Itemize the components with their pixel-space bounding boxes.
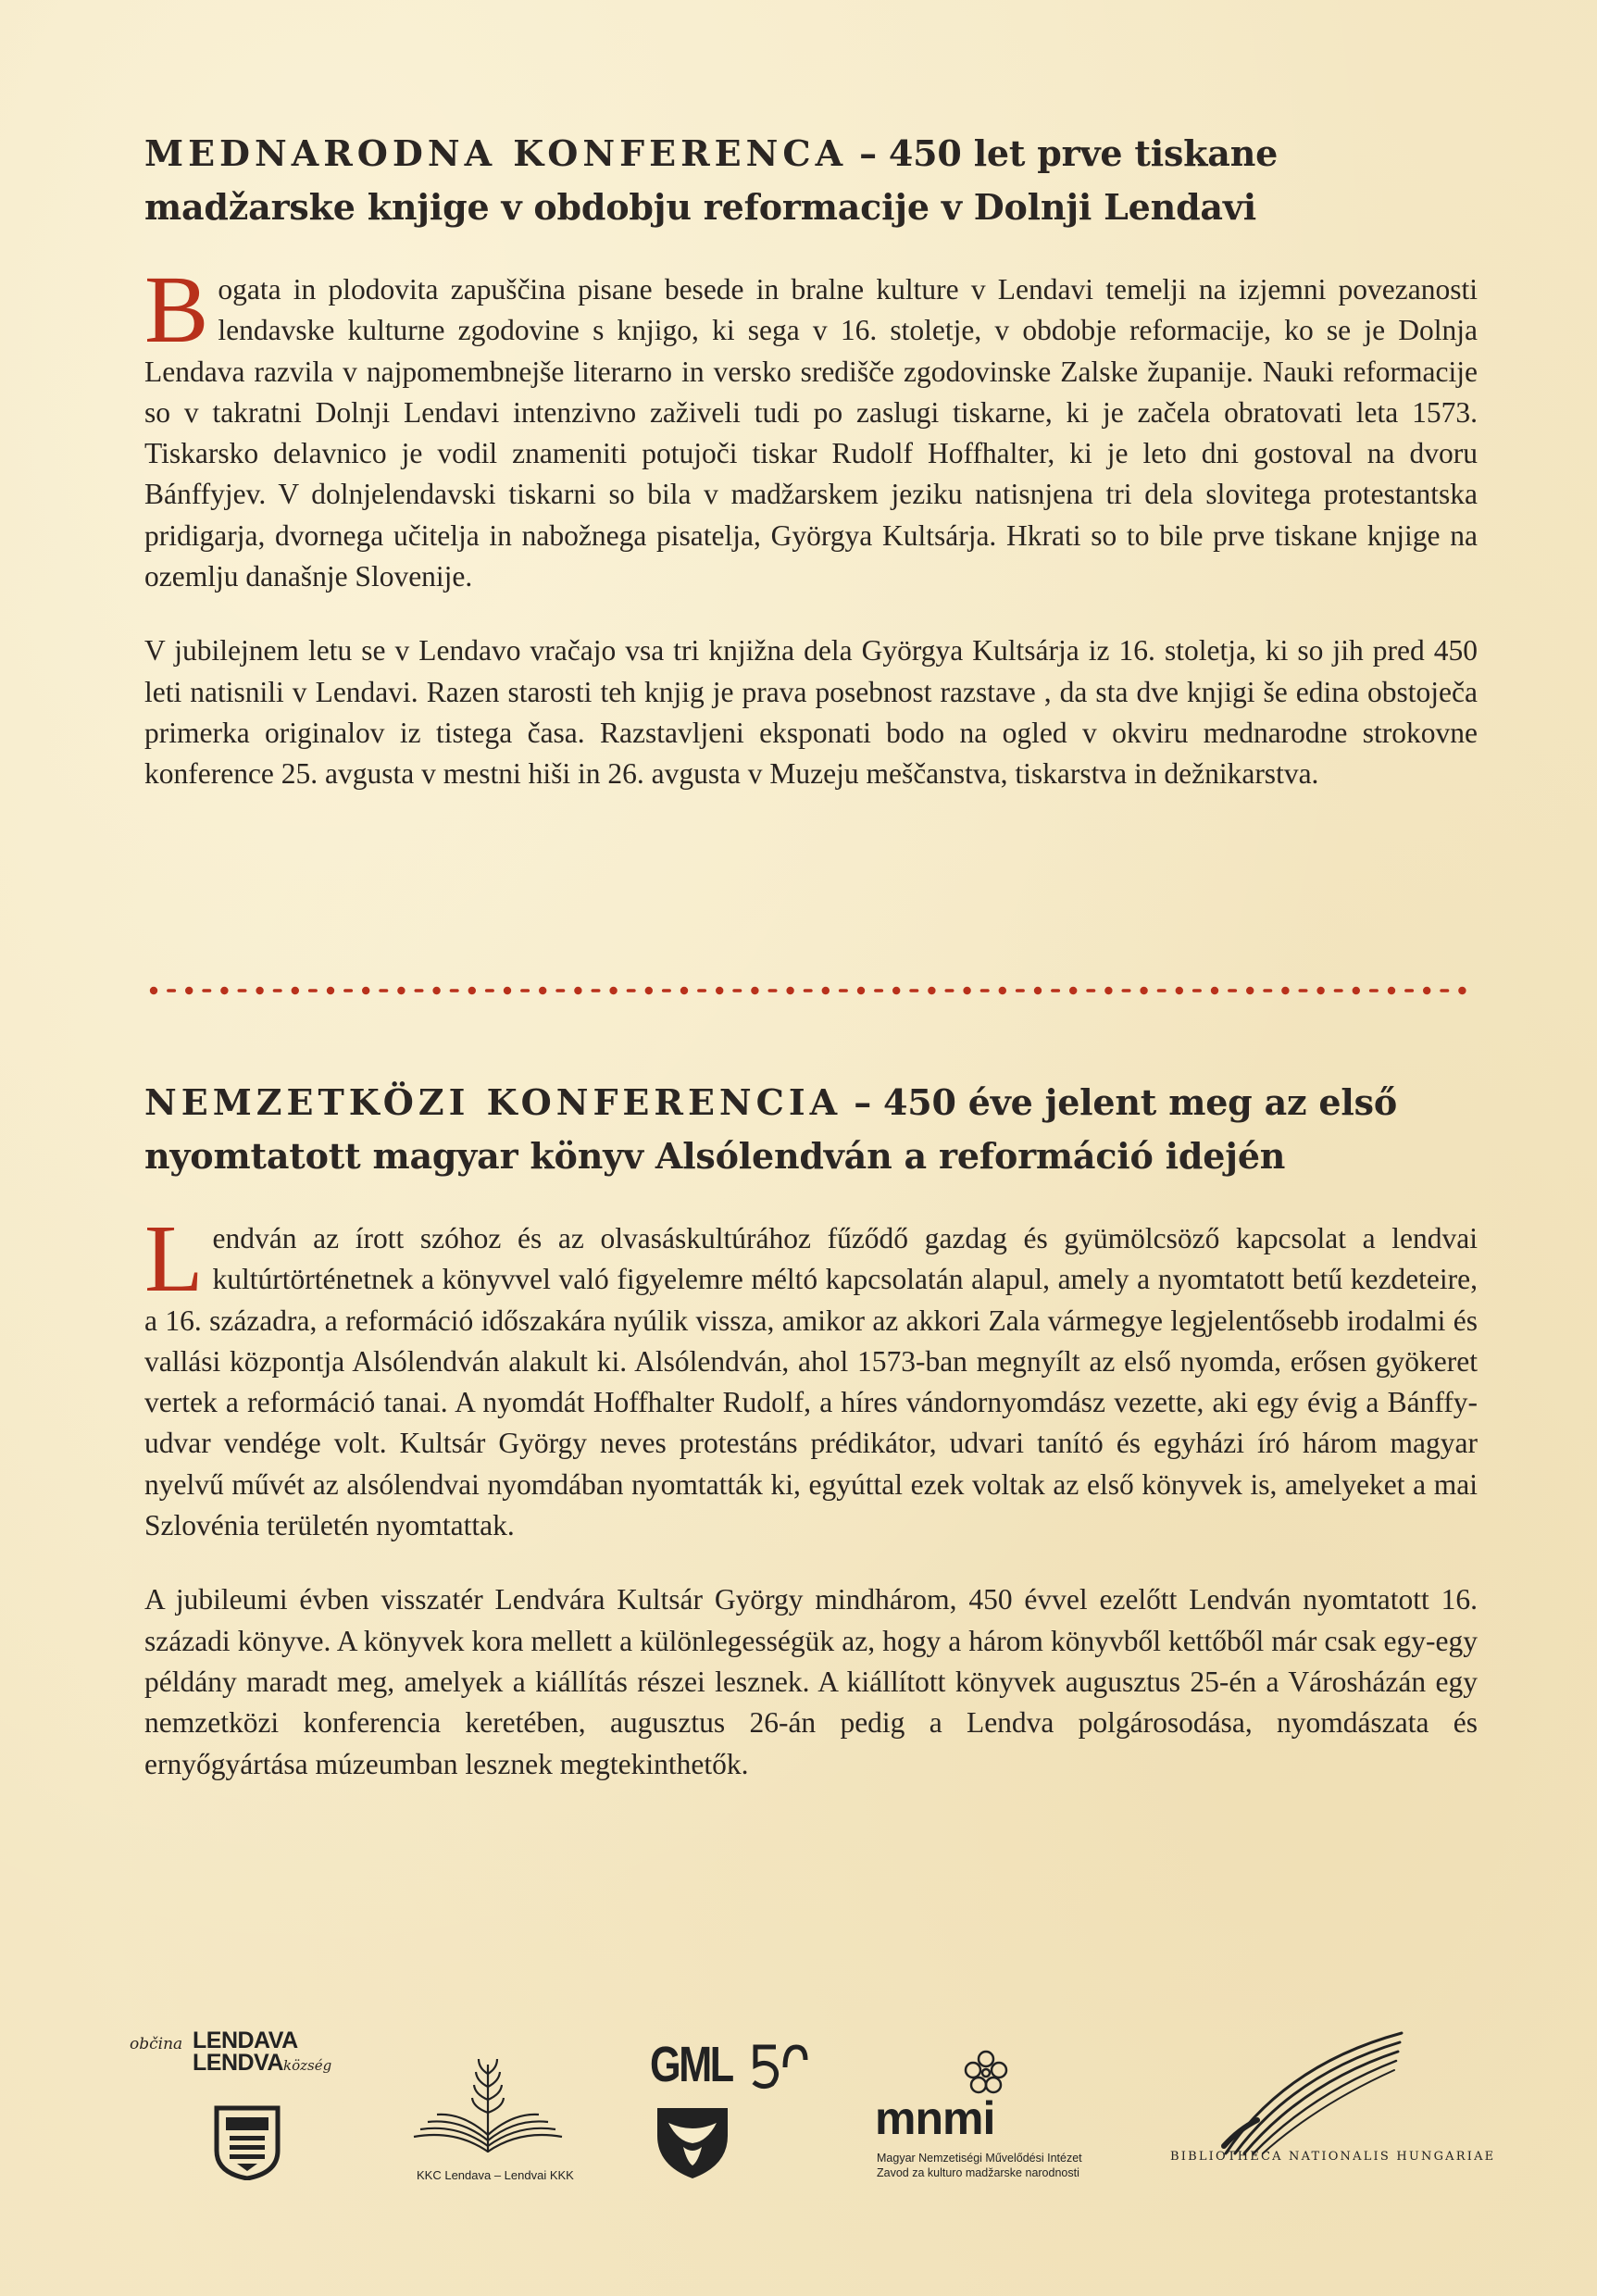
divider-dot (892, 987, 900, 994)
divider-dot (857, 987, 865, 994)
eagle-shield-icon (655, 2104, 730, 2180)
divider-dot (1388, 987, 1395, 994)
lendava-suffix: község (283, 2057, 332, 2074)
divider-dash (450, 989, 459, 992)
slovene-title-rest: – 450 let prve tiskane madžarske knjige v obdobju reformacije v Dolnji Lendavi (144, 132, 1279, 228)
divider-dot (1458, 987, 1466, 994)
divider-dash (379, 989, 388, 992)
lendava-line2: LENDVA (193, 2050, 283, 2076)
fifty-mark-icon (748, 2043, 809, 2091)
ornamental-divider (148, 977, 1472, 1004)
divider-dot (220, 987, 228, 994)
slovene-paragraph-1-text: ogata in plodovita zapuščina pisane besede in bralne kulture v Lendavi temelji na izjemni povezanosti lendavske kulturne zgodovine s knjigo, ki sega v 16. stoletje, v obdobje reformacije, ko se je Dolnja Lendava razvila v najpomembnejše literarno in versko središče zgodovinske Zalske županije. Nauki reformacije so v takratni Dolnji Lendavi intenzivno zaživeli tudi po zaslugi tiskarne, ki je začela obratovati leta 1573. Tiskarsko delavnico je vodil znameniti potujoči tiskar Rudolf Hoffhalter, ki je leto dni gostoval na dvoru Bánffyjev. V dolnjelendavski tiskarni so bila v madžarskem jeziku natisnjena tri dela slovitega protestantska pridigarja, dvornega učitelja in nabožnega pisatelja, Györgya Kultsárja. Hkrati so to bile prve tiskane knjige na ozemlju današnje Slovenije. (144, 273, 1478, 593)
lendava-logo (130, 2028, 343, 2183)
divider-dash (520, 989, 530, 992)
divider-dash (768, 989, 778, 992)
lendava-line1: LENDAVA (193, 2028, 298, 2053)
divider-dot (150, 987, 157, 994)
divider-dot (504, 987, 511, 994)
sponsor-logos (0, 2018, 1597, 2185)
divider-dot (1316, 987, 1324, 994)
bnh-caption: BIBLIOTHECA NATIONALIS HUNGARIAE (1170, 2150, 1496, 2164)
divider-dash (485, 989, 494, 992)
divider-dash (627, 989, 636, 992)
divider-dot (292, 987, 299, 994)
hungarian-title (144, 1076, 1478, 1183)
hungarian-paragraph-2: A jubileumi évben visszatér Lendvára Kultsár György mindhárom, 450 évvel ezelőtt Lendván nyomtatott 16. századi könyve. A könyvek kora mellett a különlegességük az, hogy a három könyvből kettőből már csak egy-egy példány maradt meg, amelyek a kiállítás részei lesznek. A kiállított könyvek augusztus 25-én a Városházán egy nemzetközi konferencia keretében, augusztus 26-án pedig a Lendva polgárosodása, nyomdászata és ernyőgyártása múzeumban lesznek megtekinthetők. (144, 1583, 1478, 1780)
divider-dot (1140, 987, 1147, 994)
divider-dot (751, 987, 758, 994)
divider-dot (716, 987, 723, 994)
divider-dash (839, 989, 848, 992)
hungarian-paragraph-1-text: endván az írott szóhoz és az olvasáskultúrához fűződő gazdag és gyümölcsöző kapcsolat a lendvai kultúrtörténetnek a könyvvel való figyelemre méltó kapcsolatán alapul, amely a nyomtatott betű kezdeteire, a 16. századra, a reformáció időszakára nyúlik vissza, amikor az akkori Zala vármegye legjelentősebb irodalmi és vallási központja Alsólendván alakult ki. Alsólendván, ahol 1573-ban megnyílt az első nyomda, erősen gyökeret vertek a reformáció tanai. A nyomdát Hoffhalter Rudolf, a híres vándornyomdász vezette, aki egy évig a Bánffy-udvar vendége volt. Kultsár György neves protestáns prédikátor, udvari tanító és egyházi író három magyar nyelvű művét az alsólendvai nyomdában nyomtatták ki, egyúttal ezek voltak az első könyvek is, amelyeket a mai Szlovénia területén nyomtattak. (144, 1222, 1478, 1542)
slovene-title (144, 127, 1478, 234)
hungarian-title-rest: – 450 éve jelent meg az első nyomtatott magyar könyv Alsólendván a reformáció idején (144, 1081, 1397, 1177)
slovene-title-caps: MEDNARODNA KONFERENCA (144, 132, 848, 174)
divider-dot (609, 987, 617, 994)
divider-dash (167, 989, 176, 992)
divider-dash (662, 989, 671, 992)
divider-dash (1404, 989, 1414, 992)
divider-dot (822, 987, 830, 994)
divider-dash (555, 989, 565, 992)
divider-dash (273, 989, 282, 992)
lendava-prefix: občina (130, 2035, 183, 2053)
divider-dot (786, 987, 793, 994)
divider-dot (1034, 987, 1042, 994)
divider-dot (1246, 987, 1254, 994)
divider-dash (732, 989, 742, 992)
divider-dot (397, 987, 405, 994)
divider-dot (185, 987, 193, 994)
divider-dash (804, 989, 813, 992)
municipal-coat-of-arms-icon (213, 2104, 281, 2180)
divider-dot (1281, 987, 1289, 994)
slovene-dropcap: B (144, 256, 209, 363)
divider-dot (362, 987, 369, 994)
kkc-logo (400, 2055, 576, 2194)
divider-dash (1334, 989, 1343, 992)
divider-dot (1104, 987, 1112, 994)
mnmi-line2: Zavod za kulturo madžarske narodnosti (877, 2166, 1079, 2179)
divider-dash (980, 989, 990, 992)
divider-dash (909, 989, 918, 992)
gml-logo (648, 2037, 815, 2190)
divider-dot (327, 987, 334, 994)
divider-dot (1423, 987, 1430, 994)
slovene-paragraph-2: V jubilejnem letu se v Lendavo vračajo vsa tri knjižna dela Györgya Kultsárja iz 16. stoletja, ki so jih pred 450 leti natisnili v Lendavi. Razen starosti teh knjig je prava posebnost razstave , da sta dve knjigi še edina obstoječa primerka originalov iz tistega časa. Razstavljeni eksponati bodo na ogled v okviru mednarodne strokovne konference 25. avgusta v mestni hiši in 26. avgusta v Muzeju meščanstva, tiskarstva in dežnikarstva. (144, 634, 1478, 791)
divider-dot (963, 987, 970, 994)
slovene-section (144, 127, 1478, 795)
hungarian-dropcap: L (144, 1205, 204, 1312)
hungarian-section (144, 1076, 1478, 1785)
divider-dot (1353, 987, 1360, 994)
divider-dot (468, 987, 476, 994)
bnh-logo (1165, 2018, 1496, 2185)
divider-dot (1069, 987, 1077, 994)
kkc-caption: KKC Lendava – Lendvai KKK (417, 2168, 574, 2182)
divider-dash (1192, 989, 1202, 992)
divider-dash (1263, 989, 1272, 992)
divider-dot (999, 987, 1006, 994)
divider-dot (432, 987, 440, 994)
divider-dots (150, 987, 1466, 994)
divider-dash (697, 989, 706, 992)
quill-lines-icon (1220, 2028, 1405, 2157)
hungarian-paragraph-1 (144, 1205, 1478, 1546)
divider-dash (1369, 989, 1379, 992)
divider-dash (1016, 989, 1025, 992)
mnmi-line1: Magyar Nemzetiségi Művelődési Intézet (877, 2152, 1082, 2165)
divider-dash (238, 989, 247, 992)
divider-dash (1440, 989, 1449, 992)
divider-dash (874, 989, 883, 992)
divider-dash (945, 989, 954, 992)
hungarian-title-caps: NEMZETKÖZI KONFERENCIA (144, 1081, 842, 1123)
divider-dash (1122, 989, 1131, 992)
open-book-wheat-icon (409, 2055, 567, 2166)
slovene-paragraph-1 (144, 256, 1478, 597)
divider-dash (592, 989, 601, 992)
divider-dash (343, 989, 353, 992)
divider-dot (680, 987, 688, 994)
flower-ornament-icon (960, 2046, 1012, 2096)
divider-dot (574, 987, 581, 994)
divider-dot (539, 987, 546, 994)
divider-dash (415, 989, 424, 992)
divider-dash (202, 989, 211, 992)
divider-dot (928, 987, 935, 994)
divider-dash (1051, 989, 1060, 992)
divider-dash (1299, 989, 1308, 992)
gml-text: GML (650, 2037, 732, 2092)
divider-dash (1157, 989, 1167, 992)
divider-dot (645, 987, 653, 994)
divider-dot (1176, 987, 1183, 994)
mnmi-text: mnmi (875, 2092, 995, 2144)
mnmi-logo (875, 2046, 1134, 2194)
divider-dash (1086, 989, 1095, 992)
divider-dash (308, 989, 318, 992)
divider-dot (256, 987, 263, 994)
divider-dot (1211, 987, 1218, 994)
divider-dash (1228, 989, 1237, 992)
